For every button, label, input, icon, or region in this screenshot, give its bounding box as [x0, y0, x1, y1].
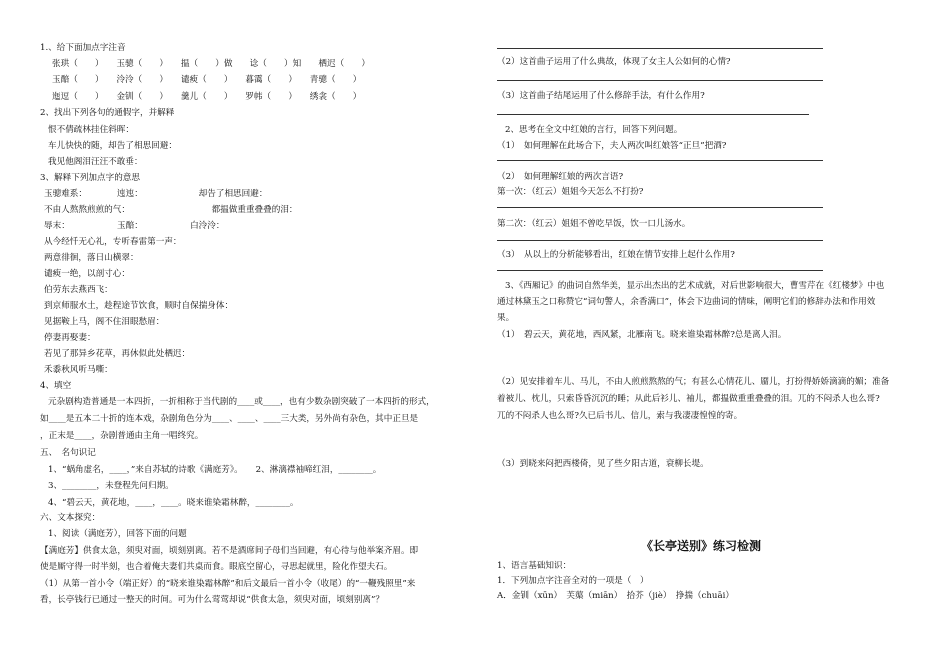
question-3-line-2: 通过林黛玉之口称赞它“词句警人，余香满口”，体会下边曲词的情味，阐明它们的修辞办法和作用效 — [497, 297, 876, 307]
question-2-title: 2、找出下列各句的通假字，并解释 — [40, 108, 175, 118]
language-basics: 1、语言基础知识： — [497, 561, 572, 571]
pinyin-row-2: 玉醅（ ） 泠泠（ ） 谴瘐（ ） 暮霭（ ） 青骢（ ） — [52, 75, 362, 85]
q3-row-10: 停妻再娶妻： — [44, 333, 96, 343]
question-1-title: 1.、给下面加点字注音 — [40, 43, 126, 53]
q3-row-5: 两意徘徊，落日山横翠： — [44, 253, 139, 263]
sub-q3: （3） 从以上的分析能够看出，红娘在情节安排上起什么作用? — [497, 250, 735, 260]
recitation-1-2: 1、“蜗角虚名，____，”来自苏轼的诗歌《满庭芳》。 2、淋漓襟袖啼红泪，________。 — [48, 465, 382, 475]
sub-q2-first: 第一次：（红云）姐姐今天怎么不打扮? — [497, 187, 644, 197]
lyric-2-line-1: （2）见安排着车儿、马儿，不由人煎煎熬熬的气；有甚么心情花儿、靥儿，打扮得娇娇滴滴的媚；准备 — [497, 377, 890, 387]
recitation-4: 4、“碧云天，黄花地，____，____。晓来谁染霜林醉，________。 — [48, 498, 299, 508]
q2-item-2: 车儿快快的随，却告了相思回避： — [48, 141, 177, 151]
right-q2: （2）这首曲子运用了什么典故，体现了女主人公如何的心情? — [497, 57, 731, 67]
passage-line-1: 【满庭芳】供食太急，须臾对面，顷刻别离。若不是酒席间子母们当回避，有心待与他举案齐眉。即 — [40, 546, 419, 556]
lyric-1: （1） 碧云天，黄花地，西风紧，北雁南飞。晓来谁染霜林醉?总是离人泪。 — [497, 330, 787, 340]
q3-row-2: 不由人熬熬煎煎的气： 都揾做重重叠叠的泪： — [44, 205, 298, 215]
fill-blank-line-3: ，正末是____，杂剧普通由主角一唱终究。 — [40, 431, 204, 441]
question-3-line-3: 果。 — [497, 313, 515, 323]
answer-line — [497, 207, 823, 208]
sub-q2-second: 第二次：（红云）姐姐不曾吃早饭，饮一口儿汤水。 — [497, 219, 691, 229]
right-q3: （3）这首曲子结尾运用了什么修辞手法，有什么作用? — [497, 91, 705, 101]
question-2-heading: 2、思考在全文中红娘的言行，回答下列问题。 — [505, 125, 683, 135]
question-3-title: 3、解释下列加点字的意思 — [40, 173, 140, 183]
mc-option-a: A．金钏（xūn） 芙蕖（miān） 拾芥（jiè） 挣揣（chuāi） — [497, 591, 734, 601]
q3-row-11: 若见了那异乡花草，再休似此处栖迟： — [44, 349, 191, 359]
reading-question-1a: （1）从第一首小令（端正好）的“晓来谁染霜林醉”和后文最后一首小令（收尾）的“一鞭残照里”来 — [40, 579, 416, 589]
answer-line — [497, 270, 823, 271]
q3-row-12: 禾黍秋风听马嘶： — [44, 365, 113, 375]
answer-line — [497, 160, 823, 161]
section-6-title: 六、文本探究： — [40, 513, 101, 523]
q3-row-1: 玉骢难系： 迍迍： 却告了相思回避： — [44, 189, 268, 199]
mc-question-1: 1．下列加点字注音全对的一项是（ ） — [497, 576, 649, 586]
question-4-title: 4、填空 — [40, 381, 72, 391]
reading-question-title: 1、阅读（满庭芳），回答下面的问题 — [48, 529, 187, 539]
reading-question-1b: 看，长亭钱行已通过一整天的时间。可为什么莺莺却说“供食太急，须臾对面，顷刻别离”？ — [40, 595, 384, 605]
passage-line-2: 使是厮守得一时半刻，也合着俺夫妻们共桌而食。眼底空留心，寻思起就里，险化作望夫石。 — [40, 562, 393, 572]
q3-row-4: 从今经忏无心礼，专听春雷第一声： — [44, 237, 182, 247]
fill-blank-line-1: 元杂剧构造普通是一本四折，一折相称于当代剧的____或____，也有少数杂剧突破了一本四折的形式， — [48, 397, 435, 407]
pinyin-row-3: 迤逗（ ） 金钏（ ） 羹儿（ ） 罗帏（ ） 绣衾（ ） — [52, 92, 362, 102]
q2-item-1: 恨不倩疏林挂住斜晖： — [48, 125, 134, 135]
q3-row-8: 到京师服水土，趁程途节饮食，顺时自保揣身体： — [44, 301, 234, 311]
answer-line — [497, 240, 823, 241]
question-3-line-1: 3、《西厢记》的曲词自然华美，显示出杰出的艺术成就，对后世影响很大，曹雪芹在《红楼梦》中也 — [505, 281, 885, 291]
q3-row-3: 辱末： 玉醅： 白泠泠： — [44, 221, 225, 231]
answer-line — [497, 48, 823, 49]
q3-row-9: 见据鞍上马，阁不住泪眼愁眉： — [44, 317, 165, 327]
answer-line — [497, 114, 809, 115]
section-5-title: 五、 名句识记 — [40, 448, 96, 458]
recitation-3: 3、________，未登程先问归期。 — [48, 481, 174, 491]
pinyin-row-1: 张珙（ ） 玉骢（ ） 揾（ ）做 谂（ ）知 栖迟（ ） — [52, 59, 370, 69]
q3-row-7: 伯劳东去燕西飞： — [44, 285, 113, 295]
section-title: 《长亭送别》练习检测 — [641, 539, 762, 553]
lyric-3: （3）到晓来闷把西楼倚，见了些夕阳古道，衰柳长堤。 — [497, 459, 709, 469]
lyric-2-line-2: 着被儿、枕儿，只索昏昏沉沉的睡；从此后衫儿、袖儿，都揾做重重叠叠的泪。兀的不闷杀人也么哥? — [497, 394, 880, 404]
lyric-2-line-3: 兀的不闷杀人也么哥?久已后书儿、信儿，索与我凄凄惶惶的寄。 — [497, 411, 743, 421]
answer-line — [497, 80, 823, 81]
q2-item-3: 我见他阁泪汪汪不敢垂： — [48, 157, 143, 167]
fill-blank-line-2: 如____是五本二十折的连本戏，杂剧角色分为____、____、____三大类，另外尚有杂色，其中正旦是 — [40, 414, 419, 424]
sub-q2: （2） 如何理解红娘的两次言语? — [497, 172, 624, 182]
q3-row-6: 谴瘐一绝，以剖寸心： — [44, 269, 130, 279]
sub-q1: （1） 如何理解在此场合下，夫人两次叫红娘答“正旦”把酒? — [497, 141, 727, 151]
